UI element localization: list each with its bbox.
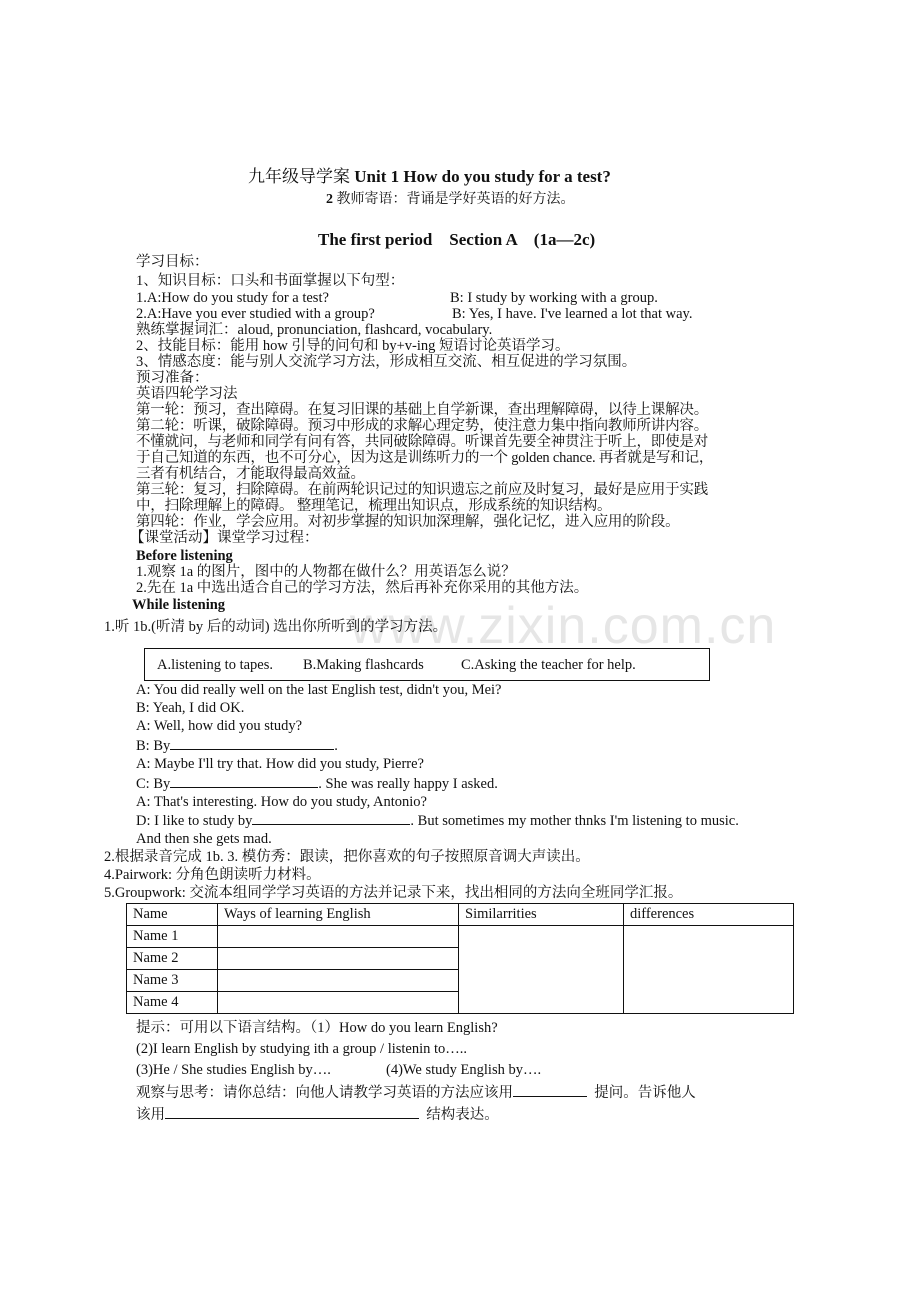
header-ways: Ways of learning English <box>218 904 459 926</box>
hint-1: 提示：可用以下语言结构。（1）How do you learn English? <box>136 1020 498 1036</box>
goal-emotion: 3、情感态度：能与别人交流学习方法，形成相互交流、相互促进的学习氛围。 <box>136 354 637 370</box>
differences-cell[interactable] <box>624 926 794 1014</box>
goal-vocab: 熟练掌握词汇：aloud, pronunciation, flashcard, vocabulary. <box>136 322 493 338</box>
teacher-msg-text: 教师寄语：背诵是学好英语的好方法。 <box>336 192 575 207</box>
teacher-num: 2 <box>326 192 333 207</box>
observation-line-1 <box>136 1084 696 1101</box>
before-item-2: 2.先在 1a 中选出适合自己的学习方法，然后再补充你采用的其他方法。 <box>136 580 589 596</box>
header-name: Name <box>127 904 218 926</box>
prep-heading: 预习准备： <box>136 370 209 386</box>
teacher-message <box>326 188 575 208</box>
title-en: Unit 1 How do you study for a test? <box>354 167 611 186</box>
round-2-line-4: 三者有机结合，才能取得最高效益。 <box>136 466 365 482</box>
observation-post: 提问。告诉他人 <box>594 1085 696 1101</box>
round-2-line-2: 不懂就问，与老师和同学有问有答，共同破除障碍。听课首先要全神贯注于听上，即使是对 <box>136 434 708 450</box>
ways-cell-2[interactable] <box>218 948 459 970</box>
header-differences: differences <box>624 904 794 926</box>
page-title <box>248 162 611 187</box>
class-heading: 【课堂活动】课堂学习过程： <box>130 530 319 546</box>
hint-3b: (4)We study English by…. <box>386 1062 542 1078</box>
option-c: C.Asking the teacher for help. <box>461 657 636 673</box>
dialogue-line-5: A: Maybe I'll try that. How did you study, Pierre? <box>136 756 424 772</box>
method-title: 英语四轮学习法 <box>136 386 238 402</box>
goal-knowledge: 1、知识目标：口头和书面掌握以下句型： <box>136 273 405 289</box>
listen-task-1: 1.听 1b.(听清 by 后的动词) 选出你所听到的学习方法。 <box>104 619 448 635</box>
round-2-line-1: 第二轮：听课，破除障碍。预习中形成的求解心理定势，使注意力集中指向教师所讲内容。 <box>136 418 708 434</box>
dialogue-line-7: A: That's interesting. How do you study, Antonio? <box>136 794 427 810</box>
observation-line-2 <box>136 1106 499 1123</box>
ways-cell-3[interactable] <box>218 970 459 992</box>
ways-cell-4[interactable] <box>218 992 459 1014</box>
row-name-2: Name 2 <box>127 948 218 970</box>
title-cn: 九年级导学案 <box>248 167 350 186</box>
task-4: 4.Pairwork: 分角色朗读听力材料。 <box>104 867 321 883</box>
row-name-4: Name 4 <box>127 992 218 1014</box>
observation-2-pre: 该用 <box>136 1107 165 1123</box>
period-heading: The first period Section A (1a—2c) <box>318 230 596 249</box>
ways-cell-1[interactable] <box>218 926 459 948</box>
task-2-3: 2.根据录音完成 1b. 3. 模仿秀：跟读，把你喜欢的句子按照原音调大声读出。 <box>104 849 590 865</box>
option-b: B.Making flashcards <box>303 657 424 673</box>
groupwork-table <box>126 903 794 1014</box>
dialogue-line-1: A: You did really well on the last English test, didn't you, Mei? <box>136 682 502 698</box>
dialogue-line-6-post: . She was really happy I asked. <box>318 776 498 792</box>
dialogue-line-4 <box>136 737 338 754</box>
hint-3a: (3)He / She studies English by…. <box>136 1062 331 1078</box>
answer-blank-2[interactable] <box>170 775 318 788</box>
before-listening-title: Before listening <box>136 548 233 564</box>
observation-pre: 观察与思考：请你总结：向他人请教学习英语的方法应该用 <box>136 1085 513 1101</box>
header-similarities: Similarrities <box>459 904 624 926</box>
goal-a2: B: Yes, I have. I've learned a lot that way. <box>452 306 693 322</box>
dialogue-line-6-pre: C: By <box>136 776 171 792</box>
dialogue-line-3: A: Well, how did you study? <box>136 718 303 734</box>
answer-blank-3[interactable] <box>252 812 410 825</box>
before-item-1: 1.观察 1a 的图片，图中的人物都在做什么？用英语怎么说？ <box>136 564 516 580</box>
round-3-line-1: 第三轮：复习，扫除障碍。在前两轮识记过的知识遗忘之前应及时复习，最好是应用于实践 <box>136 482 708 498</box>
task-5: 5.Groupwork: 交流本组同学学习英语的方法并记录下来，找出相同的方法向全班同学汇报。 <box>104 885 683 901</box>
options-box <box>144 648 710 681</box>
goal-q1: 1.A:How do you study for a test? <box>136 290 329 306</box>
hint-2: (2)I learn English by studying ith a group / listenin to….. <box>136 1041 468 1057</box>
table-row <box>127 926 794 948</box>
dialogue-line-2: B: Yeah, I did OK. <box>136 700 245 716</box>
dialogue-line-6 <box>136 775 498 792</box>
dialogue-line-8-pre: D: I like to study by <box>136 813 253 829</box>
watermark: www.zixin.com.cn <box>350 597 777 655</box>
dialogue-line-8-post: . But sometimes my mother thnks I'm listening to music. <box>410 813 739 829</box>
answer-blank-1[interactable] <box>170 737 334 750</box>
goal-a1: B: I study by working with a group. <box>450 290 658 306</box>
observation-blank-1[interactable] <box>513 1084 587 1097</box>
similarities-cell[interactable] <box>459 926 624 1014</box>
table-header-row <box>127 904 794 926</box>
row-name-1: Name 1 <box>127 926 218 948</box>
goals-heading: 学习目标： <box>136 254 209 270</box>
goal-skill: 2、技能目标：能用 how 引导的问句和 by+v-ing 短语讨论英语学习。 <box>136 338 570 354</box>
dialogue-line-4-post: . <box>334 738 338 754</box>
row-name-3: Name 3 <box>127 970 218 992</box>
while-listening-title: While listening <box>132 597 226 613</box>
round-2-line-3: 于自己知道的东西，也不可分心，因为这是训练听力的一个 golden chance. 再者就是写和记， <box>136 450 714 466</box>
dialogue-line-9: And then she gets mad. <box>136 831 272 847</box>
round-4: 第四轮：作业，学会应用。对初步掌握的知识加深理解，强化记忆，进入应用的阶段。 <box>136 514 680 530</box>
dialogue-line-4-pre: B: By <box>136 738 171 754</box>
observation-2-post: 结构表达。 <box>426 1107 499 1123</box>
round-3-line-2: 中，扫除理解上的障碍。 整理笔记，梳理出知识点，形成系统的知识结构。 <box>136 498 612 514</box>
option-a: A.listening to tapes. <box>157 657 273 673</box>
round-1: 第一轮：预习，查出障碍。在复习旧课的基础上自学新课，查出理解障碍，以待上课解决。 <box>136 402 708 418</box>
dialogue-line-8 <box>136 812 739 829</box>
observation-blank-2[interactable] <box>165 1106 419 1119</box>
goal-q2: 2.A:Have you ever studied with a group? <box>136 306 375 322</box>
